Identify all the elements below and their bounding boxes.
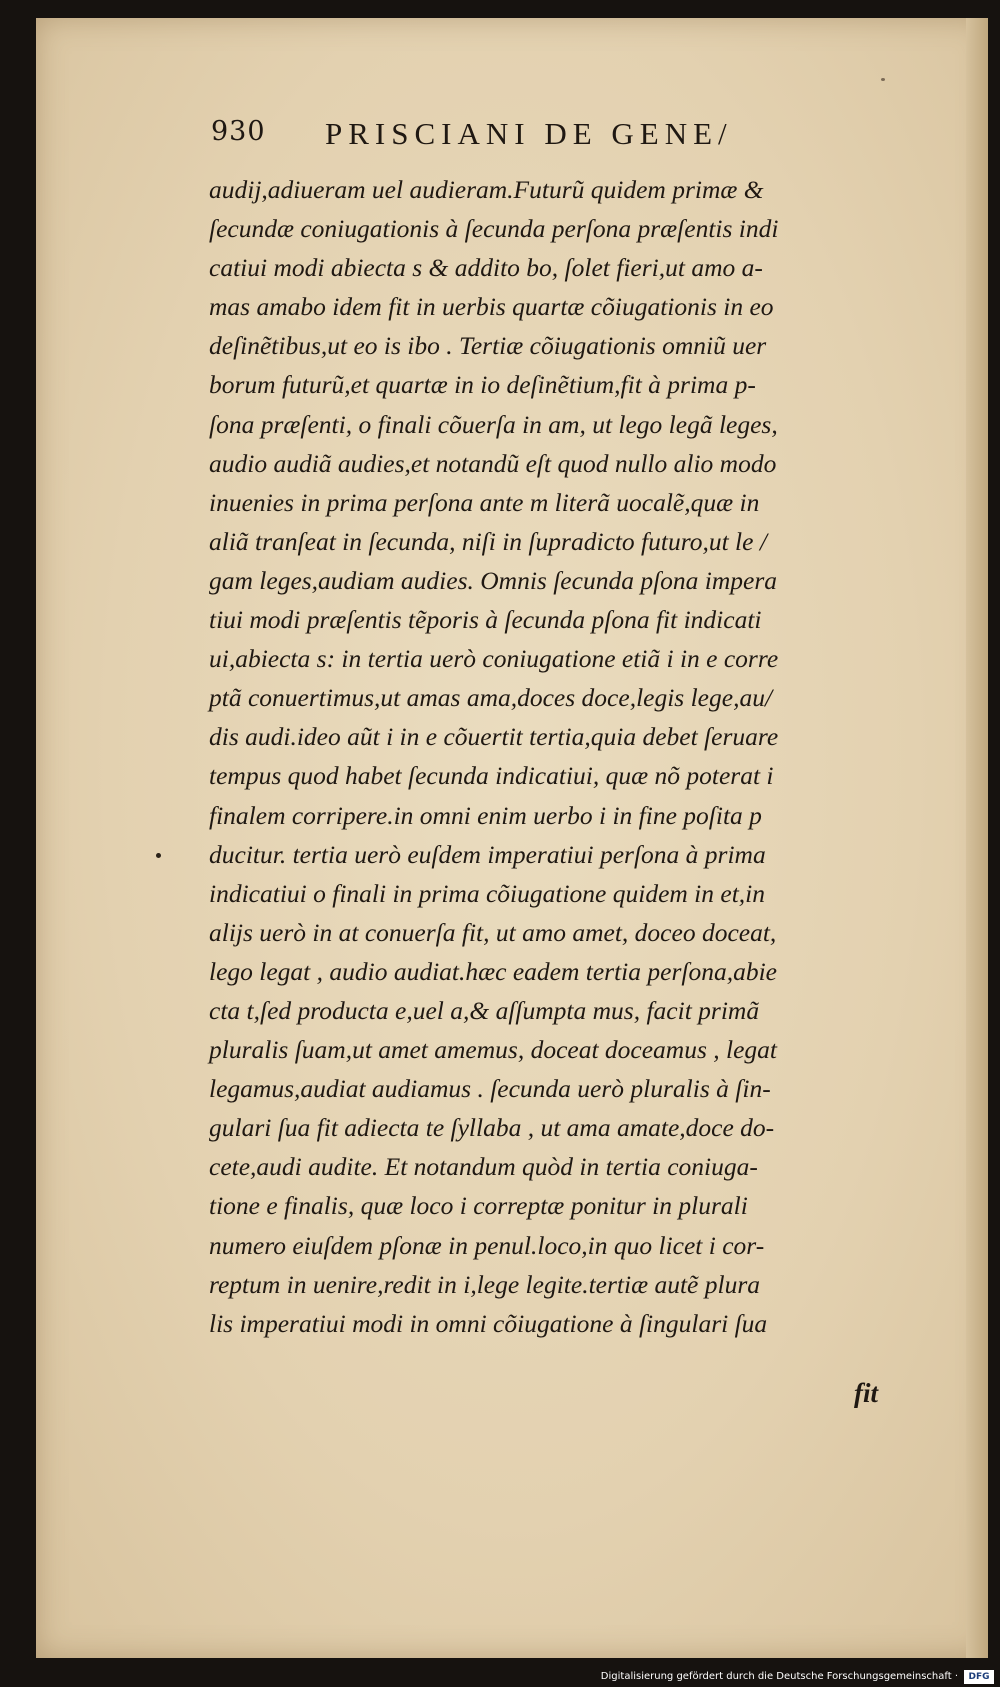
text-line: legamus,audiat audiamus . ſecunda uerò pluralis à ſin- xyxy=(209,1074,771,1104)
text-line: ſona præſenti, o finali cõuerſa in am, ut lego legã leges, xyxy=(209,409,778,439)
text-line: tione e finalis, quæ loco i correptæ ponitur in plurali xyxy=(209,1191,748,1221)
page-edge xyxy=(966,18,988,1658)
page-number: 930 xyxy=(211,116,266,147)
text-line: pluralis ſuam,ut amet amemus, doceat doceamus , legat xyxy=(209,1035,778,1065)
ink-speck xyxy=(156,853,161,858)
text-line: ui,abiecta s: in tertia uerò coniugatione etiã i in e corre xyxy=(209,644,779,674)
text-line: ducitur. tertia uerò euſdem imperatiui perſona à prima xyxy=(209,839,766,869)
text-line: audio audiã audies,et notandũ eſt quod nullo alio modo xyxy=(209,448,777,478)
text-line: lis imperatiui modi in omni cõiugatione à ſingulari ſua xyxy=(209,1308,768,1338)
text-line: ſecundæ coniugationis à ſecunda perſona præſentis indi xyxy=(209,214,779,244)
catchword: fit xyxy=(854,1378,878,1408)
digitization-credit: Digitalisierung gefördert durch die Deutsche Forschungsgemeinschaft · xyxy=(600,1671,958,1682)
text-line: gam leges,audiam audies. Omnis ſecunda pſona impera xyxy=(209,565,778,595)
book-page xyxy=(36,18,988,1658)
page-header xyxy=(211,116,851,160)
text-line: catiui modi abiecta s & addito bo, ſolet fieri,ut amo a- xyxy=(209,253,763,283)
text-line: cete,audi audite. Et notandum quòd in tertia coniuga- xyxy=(209,1152,758,1182)
text-line: dis audi.ideo aũt i in e cõuertit tertia,quia debet ſeruare xyxy=(209,722,779,752)
text-line: deſinẽtibus,ut eo is ibo . Tertiæ cõiugationis omniũ uer xyxy=(209,331,767,361)
text-line: numero eiuſdem pſonæ in penul.loco,in quo licet i cor- xyxy=(209,1230,765,1260)
text-line: indicatiui o finali in prima cõiugatione quidem in et,in xyxy=(209,878,765,908)
text-line: finalem corripere.in omni enim uerbo i in fine poſita p xyxy=(209,800,762,830)
running-title: PRISCIANI DE GENE/ xyxy=(325,116,733,151)
text-line: mas amabo idem fit in uerbis quartæ cõiugationis in eo xyxy=(209,292,774,322)
text-line: tempus quod habet ſecunda indicatiui, quæ nõ poterat i xyxy=(209,761,774,791)
text-line: reptum in uenire,redit in i,lege legite.tertiæ autẽ plura xyxy=(209,1269,760,1299)
text-line: cta t,ſed producta e,uel a,& aſſumpta mus, facit primã xyxy=(209,995,760,1025)
text-line: borum futurũ,et quartæ in io deſinẽtium,fit à prima p- xyxy=(209,370,756,400)
text-line: inuenies in prima perſona ante m literã uocalẽ,quæ in xyxy=(209,487,760,517)
text-line: gulari ſua fit adiecta te ſyllaba , ut ama amate,doce do- xyxy=(209,1113,775,1143)
text-line: aliã tranſeat in ſecunda, niſi in ſupradicto futuro,ut le / xyxy=(209,526,767,556)
text-line: ptã conuertimus,ut amas ama,doces doce,legis lege,au/ xyxy=(209,683,773,713)
ink-speck xyxy=(881,78,885,81)
text-line: tiui modi præſentis tẽporis à ſecunda pſona fit indicati xyxy=(209,605,762,635)
text-line: audij,adiueram uel audieram.Futurũ quidem primæ & xyxy=(209,175,764,204)
dfg-logo: DFG xyxy=(964,1670,994,1684)
text-line: lego legat , audio audiat.hæc eadem tertia perſona,abie xyxy=(209,956,777,986)
text-line: alijs uerò in at conuerſa fit, ut amo amet, doceo doceat, xyxy=(209,917,777,947)
body-text xyxy=(209,170,909,1343)
